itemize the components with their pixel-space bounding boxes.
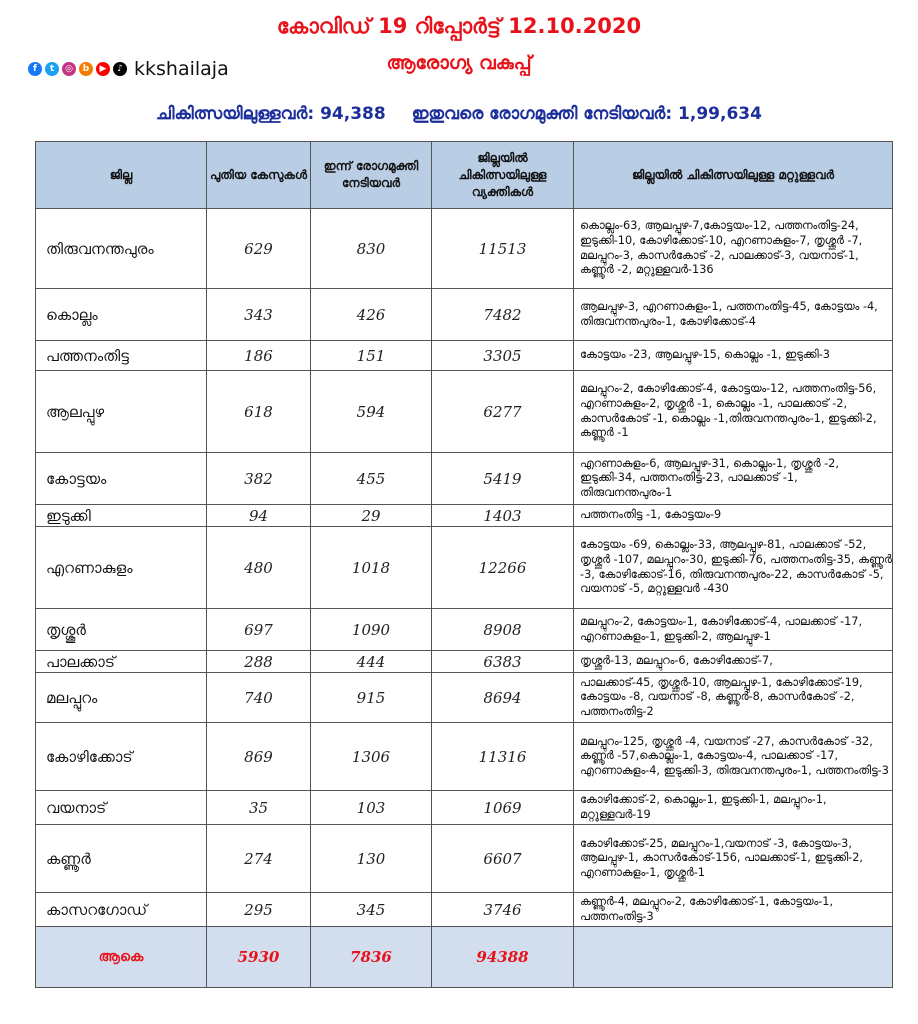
- other-districts: കൊല്ലം-63, ആലപ്പുഴ-7,കോട്ടയം-12, പത്തനംതിട്ട-24, ഇടുക്കി-10, കോഴിക്കോട്-10, എറണാകുളം-7, തൃശ്ശൂർ -7, മലപ്പുറം-3, കാസർകോട് -2, പാലക്കാട്-3, വയനാട്-1, കണ്ണൂർ -2, മറ്റുള്ളവർ-136: [574, 209, 893, 289]
- district-name: പത്തനംതിട്ട: [36, 341, 207, 371]
- active-cases: 11513: [432, 209, 574, 289]
- table-body: [36, 209, 893, 927]
- recovered-total-count: ഇതുവരെ രോഗമുക്തി നേടിയവർ: 1,99,634: [411, 104, 762, 124]
- total-new-cases: 5930: [207, 927, 311, 988]
- summary-line: [0, 104, 918, 124]
- new-cases: 618: [207, 371, 311, 453]
- active-cases: 1069: [432, 791, 574, 825]
- table-row: [36, 527, 893, 609]
- other-districts: മലപ്പുറം-2, കോട്ടയം-1, കോഴിക്കോട്-4, പാലക്കാട് -17, എറണാകുളം-1, ഇടുക്കി-2, ആലപ്പുഴ-1: [574, 609, 893, 651]
- table-row: [36, 893, 893, 927]
- active-cases: 3305: [432, 341, 574, 371]
- social-bar: [28, 58, 229, 80]
- blog-icon[interactable]: b: [79, 62, 93, 76]
- district-name: കൊല്ലം: [36, 289, 207, 341]
- recovered-today: 830: [311, 209, 432, 289]
- active-cases: 7482: [432, 289, 574, 341]
- new-cases: 288: [207, 651, 311, 673]
- active-cases: 12266: [432, 527, 574, 609]
- youtube-icon[interactable]: ▶: [96, 62, 110, 76]
- table-row: [36, 453, 893, 505]
- new-cases: 480: [207, 527, 311, 609]
- new-cases: 274: [207, 825, 311, 893]
- recovered-today: 1090: [311, 609, 432, 651]
- new-cases: 629: [207, 209, 311, 289]
- table-row: [36, 289, 893, 341]
- other-districts: മലപ്പുറം-2, കോഴിക്കോട്-4, കോട്ടയം-12, പത്തനംതിട്ട-56, എറണാകുളം-2, തൃശ്ശൂർ -1, കൊല്ലം -1, പാലക്കാട് -2, കാസർകോട് -1, കൊല്ലം -1,തിരുവനന്തപുരം-1, ഇടുക്കി-2, കണ്ണൂർ -1: [574, 371, 893, 453]
- table-header-row: [36, 142, 893, 209]
- total-recovered: 7836: [311, 927, 432, 988]
- total-label: ആകെ: [36, 927, 207, 988]
- recovered-today: 594: [311, 371, 432, 453]
- table-row: [36, 505, 893, 527]
- total-others: [574, 927, 893, 988]
- new-cases: 94: [207, 505, 311, 527]
- twitter-icon[interactable]: t: [45, 62, 59, 76]
- district-name: ഇടുക്കി: [36, 505, 207, 527]
- new-cases: 869: [207, 723, 311, 791]
- header-recovered: ഇന്ന് രോഗമുക്തി നേടിയവർ: [311, 142, 432, 209]
- district-name: ആലപ്പുഴ: [36, 371, 207, 453]
- other-districts: കോട്ടയം -69, കൊല്ലം-33, ആലപ്പുഴ-81, പാലക്കാട് -52, തൃശ്ശൂർ -107, മലപ്പുറം-30, ഇടുക്കി-76, പത്തനംതിട്ട-35, കണ്ണൂർ -3, കോഴിക്കോട്-16, തിരുവനന്തപുരം-22, കാസർകോട് -5, വയനാട് -5, മറ്റുള്ളവർ -430: [574, 527, 893, 609]
- department-subtitle: ആരോഗ്യ വകുപ്പ്: [386, 52, 532, 74]
- table-row: [36, 825, 893, 893]
- recovered-today: 151: [311, 341, 432, 371]
- table-row: [36, 651, 893, 673]
- district-name: പാലക്കാട്: [36, 651, 207, 673]
- district-name: വയനാട്: [36, 791, 207, 825]
- table-row: [36, 209, 893, 289]
- tiktok-icon[interactable]: ♪: [113, 62, 127, 76]
- active-cases: 6383: [432, 651, 574, 673]
- other-districts: കോഴിക്കോട്-25, മലപ്പുറം-1,വയനാട് -3, കോട്ടയം-3, ആലപ്പുഴ-1, കാസർകോട്-156, പാലക്കാട്-1, ഇടുക്കി-2, എറണാകുളം-1, തൃശ്ശൂർ-1: [574, 825, 893, 893]
- table-row: [36, 723, 893, 791]
- social-handle: kkshailaja: [134, 58, 229, 80]
- other-districts: മലപ്പുറം-125, തൃശ്ശൂർ -4, വയനാട് -27, കാസർകോട് -32, കണ്ണൂർ -57,കൊല്ലം-1, കോട്ടയം-4, പാലക്കാട് -17, എറണാകുളം-4, ഇടുക്കി-3, തിരുവനന്തപുരം-1, പത്തനംതിട്ട-3: [574, 723, 893, 791]
- other-districts: കോഴിക്കോട്-2, കൊല്ലം-1, ഇടുക്കി-1, മലപ്പുറം-1, മറ്റുള്ളവർ-19: [574, 791, 893, 825]
- active-cases: 11316: [432, 723, 574, 791]
- district-name: തിരുവനന്തപുരം: [36, 209, 207, 289]
- header-district: ജില്ല: [36, 142, 207, 209]
- district-name: എറണാകുളം: [36, 527, 207, 609]
- recovered-today: 29: [311, 505, 432, 527]
- new-cases: 740: [207, 673, 311, 723]
- table-row: [36, 371, 893, 453]
- district-name: കോഴിക്കോട്: [36, 723, 207, 791]
- recovered-today: 103: [311, 791, 432, 825]
- recovered-today: 444: [311, 651, 432, 673]
- district-name: കണ്ണൂർ: [36, 825, 207, 893]
- recovered-today: 345: [311, 893, 432, 927]
- new-cases: 295: [207, 893, 311, 927]
- other-districts: എറണാകുളം-6, ആലപ്പുഴ-31, കൊല്ലം-1, തൃശ്ശൂർ -2, ഇടുക്കി-34, പത്തനംതിട്ട-23, പാലക്കാട് -1, തിരുവനന്തപുരം-1: [574, 453, 893, 505]
- other-districts: തൃശ്ശൂർ-13, മലപ്പുറം-6, കോഴിക്കോട്-7,: [574, 651, 893, 673]
- other-districts: പത്തനംതിട്ട -1, കോട്ടയം-9: [574, 505, 893, 527]
- active-cases: 3746: [432, 893, 574, 927]
- header-new-cases: പുതിയ കേസുകൾ: [207, 142, 311, 209]
- table-row: [36, 609, 893, 651]
- district-name: തൃശ്ശൂർ: [36, 609, 207, 651]
- total-active: 94388: [432, 927, 574, 988]
- recovered-today: 915: [311, 673, 432, 723]
- facebook-icon[interactable]: f: [28, 62, 42, 76]
- district-name: കോട്ടയം: [36, 453, 207, 505]
- total-row: [36, 927, 893, 988]
- report-title: കോവിഡ് 19 റിപ്പോർട്ട് 12.10.2020: [276, 14, 642, 38]
- recovered-today: 455: [311, 453, 432, 505]
- other-districts: ആലപ്പുഴ-3, എറണാകുളം-1, പത്തനംതിട്ട-45, കോട്ടയം -4, തിരുവനന്തപുരം-1, കോഴിക്കോട്-4: [574, 289, 893, 341]
- new-cases: 343: [207, 289, 311, 341]
- new-cases: 35: [207, 791, 311, 825]
- table-row: [36, 673, 893, 723]
- district-name: മലപ്പുറം: [36, 673, 207, 723]
- header-active: ജില്ലയിൽ ചികിത്സയിലുള്ള വ്യക്തികൾ: [432, 142, 574, 209]
- active-cases: 1403: [432, 505, 574, 527]
- recovered-today: 1306: [311, 723, 432, 791]
- active-cases: 8694: [432, 673, 574, 723]
- other-districts: കണ്ണൂർ-4, മലപ്പുറം-2, കോഴിക്കോട്-1, കോട്ടയം-1, പത്തനംതിട്ട-3: [574, 893, 893, 927]
- active-cases: 5419: [432, 453, 574, 505]
- table-row: [36, 341, 893, 371]
- other-districts: പാലക്കാട്-45, തൃശ്ശൂർ-10, ആലപ്പുഴ-1, കോഴിക്കോട്-19, കോട്ടയം -8, വയനാട് -8, കണ്ണൂർ-8, കാസർകോട് -2, പത്തനംതിട്ട-2: [574, 673, 893, 723]
- active-cases: 6277: [432, 371, 574, 453]
- recovered-today: 130: [311, 825, 432, 893]
- recovered-today: 1018: [311, 527, 432, 609]
- header-others: ജില്ലയിൽ ചികിത്സയിലുള്ള മറ്റുള്ളവർ: [574, 142, 893, 209]
- instagram-icon[interactable]: ◎: [62, 62, 76, 76]
- under-treatment-count: ചികിത്സയിലുള്ളവർ: 94,388: [156, 104, 386, 124]
- recovered-today: 426: [311, 289, 432, 341]
- other-districts: കോട്ടയം -23, ആലപ്പുഴ-15, കൊല്ലം -1, ഇടുക്കി-3: [574, 341, 893, 371]
- active-cases: 6607: [432, 825, 574, 893]
- district-table: [35, 141, 893, 988]
- district-name: കാസറഗോഡ്: [36, 893, 207, 927]
- active-cases: 8908: [432, 609, 574, 651]
- new-cases: 382: [207, 453, 311, 505]
- new-cases: 186: [207, 341, 311, 371]
- new-cases: 697: [207, 609, 311, 651]
- table-row: [36, 791, 893, 825]
